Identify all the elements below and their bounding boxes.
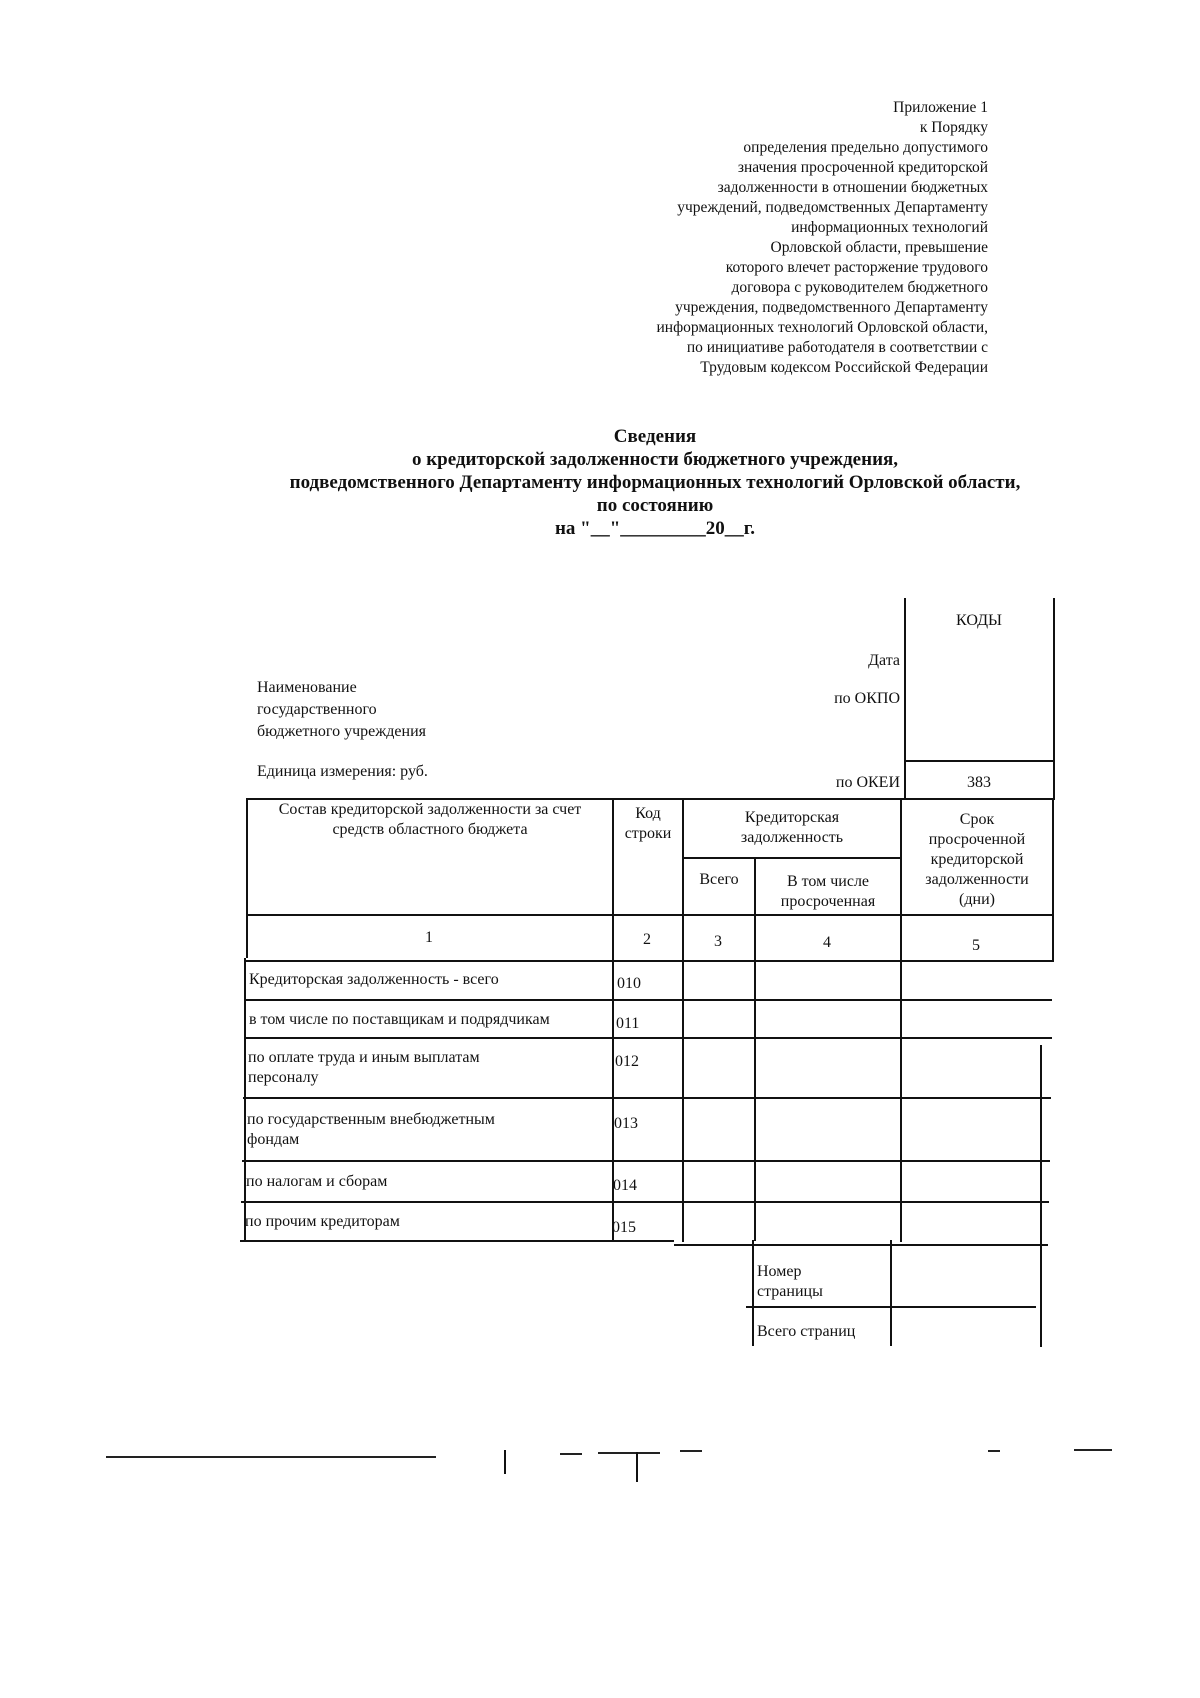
- appendix-line: учреждения, подведомственного Департаменту: [675, 299, 988, 316]
- date-label: Дата: [868, 652, 900, 669]
- col1-header: [248, 800, 612, 840]
- table-row-label: по прочим кредиторам: [245, 1213, 400, 1230]
- table-row-label: по налогам и сборам: [246, 1173, 388, 1190]
- title-line: о кредиторской задолженности бюджетного учреждения,: [411, 449, 899, 470]
- okei-value: 383: [967, 774, 991, 791]
- appendix-line: задолженности в отношении бюджетных: [717, 179, 988, 196]
- table-row-code: 011: [616, 1015, 640, 1032]
- col1-header-line: средств областного бюджета: [332, 821, 528, 838]
- col5-header-line: Срок: [959, 811, 995, 828]
- appendix-line: информационных технологий: [791, 219, 988, 236]
- row-border: [244, 999, 1052, 1001]
- title-date-line: на "__"_________20__г.: [554, 518, 756, 539]
- appendix-line: по инициативе работодателя в соответствии с: [686, 339, 988, 356]
- table-row-label: [247, 1110, 609, 1150]
- scan-line-fragment: [636, 1452, 638, 1482]
- unit-label: Единица измерения: руб.: [257, 763, 428, 780]
- appendix-line: договора с руководителем бюджетного: [731, 279, 988, 296]
- appendix-line: определения предельно допустимого: [743, 139, 988, 156]
- table-row-label-line: фондам: [247, 1131, 300, 1148]
- col5-header-line: просроченной: [928, 831, 1026, 848]
- col3-header: Всего: [699, 871, 739, 888]
- org-name-label: Наименование: [257, 679, 357, 696]
- appendix-line: которого влечет расторжение трудового: [725, 259, 988, 276]
- table-bottom-border: [674, 1244, 1048, 1246]
- table-row-label: Кредиторская задолженность - всего: [249, 971, 499, 988]
- scan-line-fragment: [988, 1450, 1000, 1452]
- scan-line-fragment: [598, 1452, 660, 1454]
- table-row-code: 014: [613, 1177, 637, 1194]
- page-number-label-line: Номер: [757, 1263, 802, 1280]
- row-border: [241, 1201, 1049, 1203]
- total-col-border: [754, 857, 756, 1241]
- document-title: [0, 425, 1200, 540]
- group-header-line: Кредиторская: [744, 809, 840, 826]
- col5-header: [902, 810, 1052, 910]
- table-right-border: [1040, 1045, 1042, 1347]
- page-number-label-line: страницы: [757, 1283, 823, 1300]
- row-border: [243, 1097, 1051, 1099]
- column-number: 4: [823, 934, 831, 951]
- appendix-line: учреждений, подведомственных Департаменту: [677, 199, 988, 216]
- appendix-line: Трудовым кодексом Российской Федерации: [700, 359, 988, 376]
- table-bottom-border: [240, 1240, 674, 1242]
- table-row-label: [248, 1048, 610, 1088]
- column-number: 5: [972, 937, 980, 954]
- appendix-line: значения просроченной кредиторской: [737, 159, 988, 176]
- col4-header: [756, 872, 900, 912]
- table-row-label-line: по оплате труда и иным выплатам: [248, 1049, 480, 1066]
- org-name-label: бюджетного учреждения: [257, 723, 427, 740]
- scan-line-fragment: [1074, 1449, 1112, 1451]
- scan-line-fragment: [106, 1456, 436, 1458]
- group-header: [684, 808, 900, 848]
- table-row-code: 015: [612, 1219, 636, 1236]
- table-row-label-line: по государственным внебюджетным: [247, 1111, 495, 1128]
- title-line: по состоянию: [596, 495, 714, 516]
- table-row-code: 012: [615, 1053, 639, 1070]
- org-name-label: государственного: [257, 701, 377, 718]
- row-border: [244, 1037, 1052, 1039]
- table-right-border: [1052, 798, 1054, 962]
- scan-line-fragment: [504, 1450, 506, 1474]
- table-row-label: в том числе по поставщикам и подрядчикам: [249, 1011, 550, 1028]
- page-number-label: [757, 1262, 823, 1302]
- col5-header-line: кредиторской: [930, 851, 1024, 868]
- appendix-block: [468, 98, 988, 378]
- col5-header-line: (дни): [959, 891, 995, 908]
- scan-line-fragment: [560, 1453, 582, 1455]
- group-header-divider: [684, 857, 900, 859]
- column-number: 3: [714, 933, 722, 950]
- okei-label: по ОКЕИ: [835, 774, 900, 791]
- okpo-label: по ОКПО: [834, 690, 900, 707]
- footer-mid-border: [890, 1240, 892, 1346]
- header-bottom-border: [246, 914, 1054, 916]
- column-number: 2: [643, 931, 651, 948]
- codes-divider: [904, 760, 1054, 762]
- col5-header-line: задолженности: [925, 871, 1029, 888]
- col2-header-line: Код: [635, 805, 661, 822]
- group-col-border: [682, 798, 684, 1242]
- appendix-line: к Порядку: [919, 119, 988, 136]
- numbers-bottom-border: [246, 960, 1054, 962]
- footer-left-border: [752, 1240, 754, 1346]
- col4-header-line: просроченная: [780, 893, 876, 910]
- title-line: подведомственного Департаменту информационных технологий Орловской области,: [289, 472, 1021, 493]
- table-row-code: 010: [617, 975, 641, 992]
- row-border: [242, 1160, 1050, 1162]
- title-line: Сведения: [613, 426, 697, 447]
- column-number: 1: [425, 929, 433, 946]
- table-left-border: [244, 958, 246, 1242]
- table-row-label-line: персоналу: [248, 1069, 319, 1086]
- col2-header: [614, 804, 682, 844]
- appendix-line: Орловской области, превышение: [770, 239, 988, 256]
- col2-header-line: строки: [624, 825, 672, 842]
- scan-line-fragment: [680, 1450, 702, 1452]
- total-pages-label: Всего страниц: [757, 1323, 856, 1340]
- table-row-code: 013: [614, 1115, 638, 1132]
- appendix-line: информационных технологий Орловской области,: [656, 319, 988, 336]
- group-header-line: задолженность: [740, 829, 844, 846]
- appendix-line: Приложение 1: [893, 99, 988, 116]
- codes-label: КОДЫ: [956, 612, 1002, 629]
- col1-header-line: Состав кредиторской задолженности за счет: [278, 801, 582, 818]
- col4-header-line: В том числе: [786, 873, 870, 890]
